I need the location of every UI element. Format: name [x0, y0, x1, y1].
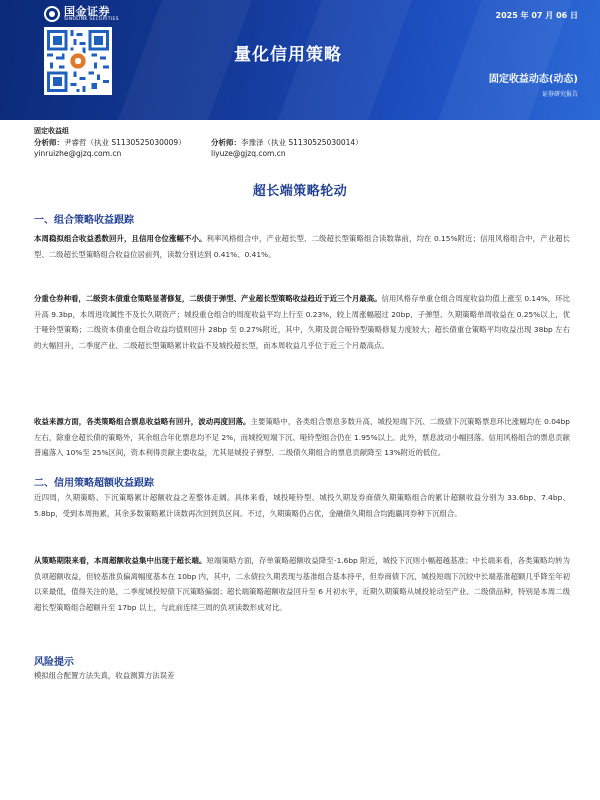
paragraph — [34, 490, 570, 521]
analyst-name: 尹睿哲（执业 S1130525030009） — [64, 138, 186, 147]
paragraph-text: 模拟组合配置方法失真，收益测算方法误差 — [34, 671, 175, 680]
paragraph — [34, 291, 570, 353]
paragraph-text: 主要策略中，各类组合票息多数升高，城投短端下沉、二级债下沉策略票息环比涨幅均在 0.04bp 左右，除重仓超长债的策略外，其余组合年化票息均不足 2%，而城投短端下沉、哑铃型组合仍在 1.95%以上。此外，票息波动小幅回落。信用风格组合的票息贡献普遍落入 10%至 25%区间，资本利得贡献主要收益，尤其是城投子弹型、二级债久期组合的票息贡献降至 13%附近的低位。 — [34, 417, 570, 457]
paragraph — [34, 553, 570, 615]
report-type: 固定收益动态(动态) — [488, 74, 578, 85]
analyst-email: liyuze@gjzq.com.cn — [211, 149, 286, 158]
paragraph — [34, 668, 570, 684]
paragraph — [34, 414, 570, 461]
analyst-label: 分析师： — [34, 138, 64, 147]
logo-name-cn: 国金证券 — [64, 5, 110, 18]
paragraph-text: 信用风格存单重仓组合周度收益均值上涨至 0.14%，环比升高 9.3bp，本周进攻属性不及长久期资产；城投重仓组合的周度收益平均上行至 0.23%，较上周涨幅超过 20bp，子弹型、久期策略单周收益在 0.25%以上，优于哑铃型策略；二级资本债重仓组合收益均值则回升 28bp 至 0.27%附近，其中，久期及混合哑铃型策略修复力度较大；超长债重仓策略平均收益出现 38bp 左右的大幅回升，二季度产业、二级超长型策略累计收益不及城投超长型，而本周收益几乎位于近三个月最高点。 — [34, 294, 570, 350]
paragraph-text: 近四周，久期策略、下沉策略累计超额收益之差整体走阔。具体来看，城投哑铃型、城投久期及券商债久期策略组合的累计超额收益分别为 33.6bp、7.4bp、5.8bp，受到本周拖累，其余多数策略累计读数再次回到负区间。不过，久期策略仍占优，金融债久期组合均跑赢同券种下沉组合。 — [34, 493, 570, 518]
paragraph-lead: 从策略期限来看，本周超额收益集中出现于超长端。 — [34, 556, 207, 565]
paragraph-text: 短端策略方面，存单策略超额收益降至-1.6bp 附近，城投下沉则小幅超越基准；中长端来看，各类策略均转为负项超额收益，但较基准负偏离幅度基本在 10bp 内，其中，二永债拉久期表现与基准组合基本持平，但券商债下沉、城投短端下沉较中长端基准超额几乎降至年初以来最低，值得关注的是，二季度城投短债下沉策略偏弱；超长端策略超额收益回升至 6 月初水平，近期久期策略从城投轮动至产业、二级债品种，特别是本周二级超长型策略组合超额升至 17bp 以上，与此前连续三周的负项读数形成对比。 — [34, 556, 570, 612]
company-logo — [44, 6, 119, 23]
banner-stripe — [118, 0, 252, 120]
paragraph — [34, 231, 570, 262]
header-banner — [0, 0, 600, 120]
document-title: 超长端策略轮动 — [252, 184, 348, 199]
logo-mark-icon — [44, 6, 60, 22]
authors-block — [34, 126, 574, 159]
analyst-2 — [211, 137, 363, 148]
report-main-title: 量化信用策略 — [234, 45, 342, 65]
research-group: 固定收益组 — [34, 127, 69, 135]
analyst-label: 分析师： — [211, 138, 241, 147]
section-heading: 二、信用策略超额收益跟踪 — [34, 478, 154, 489]
paragraph-lead: 收益来源方面，各类策略组合票息收益略有回升，波动再度回落。 — [34, 417, 251, 426]
analyst-1 — [34, 137, 211, 148]
author-emails-row — [34, 148, 574, 159]
section-heading: 风险提示 — [34, 657, 74, 668]
logo-name-en: SINOLINK SECURITIES — [64, 17, 119, 22]
report-date: 2025 年 07 月 06 日 — [495, 11, 578, 20]
section-heading: 一、组合策略收益跟踪 — [34, 215, 134, 226]
author-names-row — [34, 137, 574, 148]
paragraph-lead: 分重仓券种看，二级资本债重仓策略显著修复，二级债于弹型、产业超长型策略收益趋近于近三个月最高。 — [34, 294, 382, 303]
paragraph-lead: 本周稳拟组合收益悉数回升，且信用仓位涨幅不小。 — [34, 234, 207, 243]
qr-code-icon — [44, 27, 112, 95]
analyst-email: yinruizhe@gjzq.com.cn — [34, 149, 122, 158]
report-subtype: 证券研究报告 — [541, 91, 578, 98]
paragraph-text: 利率风格组合中，产业超长型、二级超长型策略组合读数靠前，均在 0.15%附近；信用风格组合中，产业超长型、二级超长型策略组合收益位居前列，读数分别达到 0.41%、0.41%。 — [34, 234, 570, 259]
analyst-name: 李豫泽（执业 S1130525030014） — [241, 138, 363, 147]
